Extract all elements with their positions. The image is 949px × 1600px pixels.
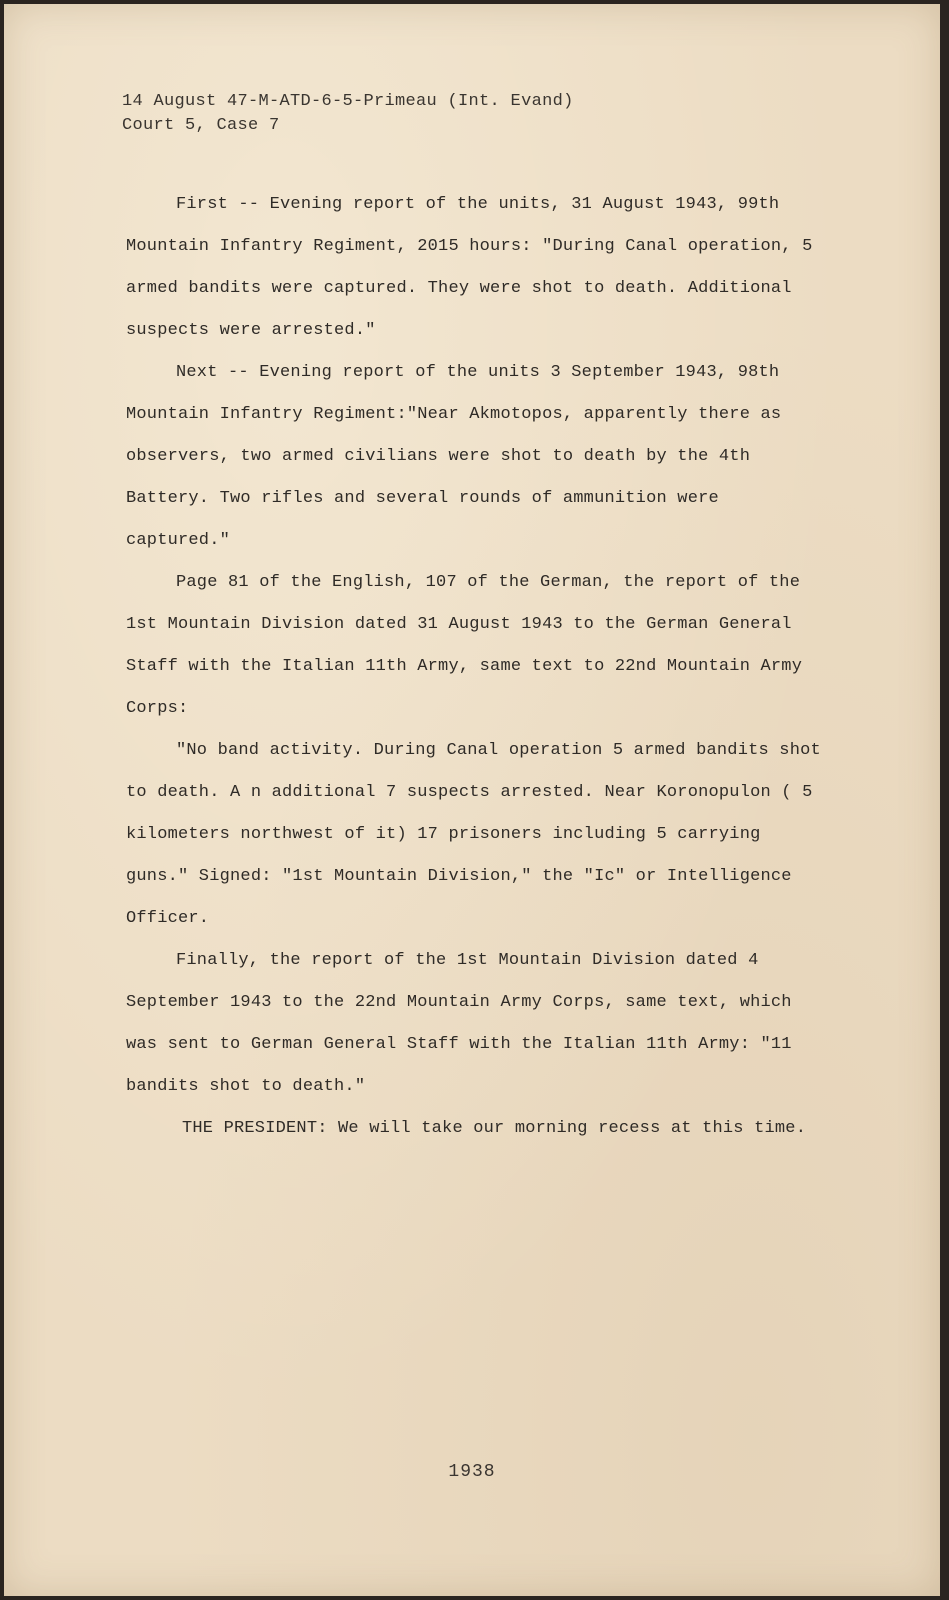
header-court-line: Court 5, Case 7	[122, 116, 280, 135]
document-header	[122, 90, 574, 138]
header-session-line: 14 August 47-M-ATD-6-5-Primeau (Int. Evand)	[122, 92, 574, 111]
paragraph-finally-report: Finally, the report of the 1st Mountain Division dated 4 September 1943 to the 22nd Mountain Army Corps, same text, which was sent to German General Staff with the Italian 11th Army: "11 bandits shot to death."	[126, 951, 792, 1096]
paragraph-next-report: Next -- Evening report of the units 3 September 1943, 98th Mountain Infantry Regiment:"Near Akmotopos, apparently there as observers, two armed civilians were shot to death by the 4th Battery. Two rifles and several rounds of ammunition were captured."	[126, 363, 782, 550]
document-body	[126, 184, 826, 1150]
document-page	[4, 4, 940, 1596]
page-number: 1938	[448, 1462, 496, 1482]
paragraph-president-recess: THE PRESIDENT: We will take our morning recess at this time.	[182, 1119, 807, 1138]
paragraph-page-81: Page 81 of the English, 107 of the German, the report of the 1st Mountain Division dated 31 August 1943 to the German General Staff with the Italian 11th Army, same text to 22nd Mountain Army Corps:	[126, 573, 803, 718]
paragraph-quote-no-band-activity: "No band activity. During Canal operation 5 armed bandits shot to death. A n additional 7 suspects arrested. Near Koronopulon ( 5 kilometers northwest of it) 17 prisoners including 5 carrying guns." Signed: "1st Mountain Division," the "Ic" or Intelligence Officer.	[126, 741, 821, 928]
paragraph-first-report: First -- Evening report of the units, 31 August 1943, 99th Mountain Infantry Regiment, 2015 hours: "During Canal operation, 5 armed bandits were captured. They were shot to death. Additional suspects were arrested."	[126, 195, 813, 340]
